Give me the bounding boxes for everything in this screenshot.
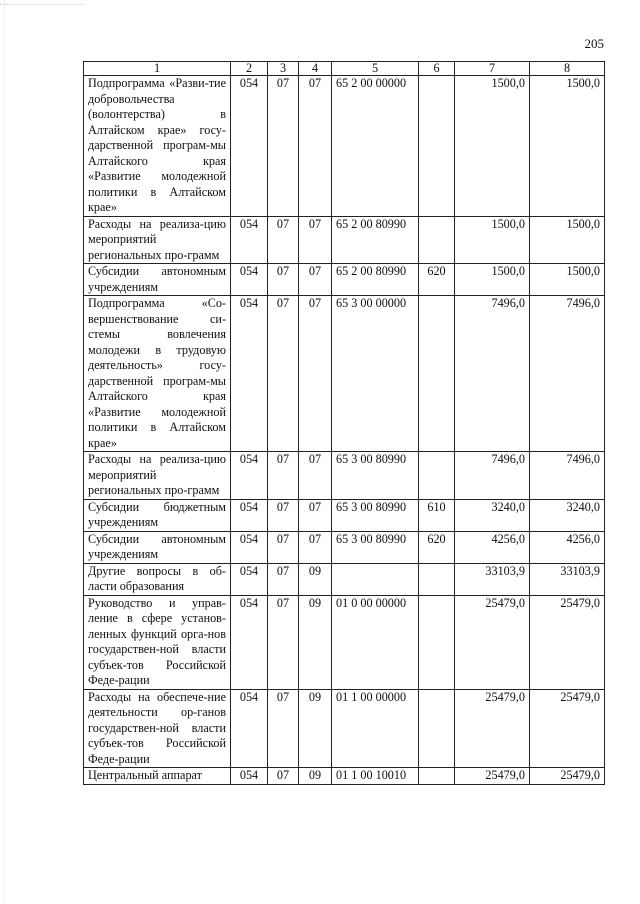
- section-cell: 07: [268, 76, 299, 217]
- amount-cell: 7496,0: [455, 296, 530, 452]
- expense-type-cell: [419, 563, 455, 595]
- table-row: [84, 499, 605, 531]
- target-article-cell: 65 2 00 80990: [332, 216, 419, 264]
- target-article-cell: 65 3 00 80990: [332, 531, 419, 563]
- amount-cell: 4256,0: [455, 531, 530, 563]
- expense-type-cell: [419, 296, 455, 452]
- row-name-cell: Расходы на обеспече-ние деятельности ор-ганов государствен-ной власти субъек-тов Российской Феде-рации: [84, 689, 231, 768]
- section-cell: 07: [268, 689, 299, 768]
- expense-type-cell: [419, 595, 455, 689]
- subsection-cell: 07: [299, 216, 332, 264]
- amount-cell: 3240,0: [530, 499, 605, 531]
- row-name-cell: Подпрограмма «Со-вершенствование си-стемы вовлечения молодежи в трудовую деятельность» госу-дарственной програм-мы Алтайского края «Развитие молодежной политики в Алтайском крае»: [84, 296, 231, 452]
- column-header: 2: [231, 62, 268, 76]
- target-article-cell: 01 0 00 00000: [332, 595, 419, 689]
- amount-cell: 7496,0: [530, 452, 605, 500]
- amount-cell: 25479,0: [455, 768, 530, 785]
- table-row: [84, 531, 605, 563]
- admin-code-cell: 054: [231, 76, 268, 217]
- section-cell: 07: [268, 216, 299, 264]
- subsection-cell: 07: [299, 452, 332, 500]
- amount-cell: 3240,0: [455, 499, 530, 531]
- amount-cell: 33103,9: [455, 563, 530, 595]
- column-number-row: [84, 62, 605, 76]
- amount-cell: 25479,0: [455, 689, 530, 768]
- admin-code-cell: 054: [231, 296, 268, 452]
- expense-type-cell: [419, 76, 455, 217]
- subsection-cell: 07: [299, 264, 332, 296]
- row-name-cell: Другие вопросы в об-ласти образования: [84, 563, 231, 595]
- amount-cell: 4256,0: [530, 531, 605, 563]
- column-header: 3: [268, 62, 299, 76]
- target-article-cell: 65 3 00 80990: [332, 499, 419, 531]
- subsection-cell: 07: [299, 76, 332, 217]
- row-name-cell: Подпрограмма «Разви-тие добровольчества (волонтерства) в Алтайском крае» госу-дарственной програм-мы Алтайского края «Развитие молодежной политики в Алтайском крае»: [84, 76, 231, 217]
- amount-cell: 33103,9: [530, 563, 605, 595]
- amount-cell: 1500,0: [455, 216, 530, 264]
- target-article-cell: 65 2 00 80990: [332, 264, 419, 296]
- admin-code-cell: 054: [231, 216, 268, 264]
- admin-code-cell: 054: [231, 689, 268, 768]
- table-row: [84, 452, 605, 500]
- table-row: [84, 689, 605, 768]
- target-article-cell: 01 1 00 00000: [332, 689, 419, 768]
- page-number: 205: [584, 36, 604, 51]
- section-cell: 07: [268, 499, 299, 531]
- column-header: 6: [419, 62, 455, 76]
- table-row: [84, 563, 605, 595]
- expense-type-cell: [419, 768, 455, 785]
- amount-cell: 1500,0: [530, 264, 605, 296]
- subsection-cell: 07: [299, 296, 332, 452]
- table-row: [84, 264, 605, 296]
- admin-code-cell: 054: [231, 499, 268, 531]
- section-cell: 07: [268, 595, 299, 689]
- subsection-cell: 07: [299, 499, 332, 531]
- amount-cell: 7496,0: [530, 296, 605, 452]
- admin-code-cell: 054: [231, 452, 268, 500]
- target-article-cell: [332, 563, 419, 595]
- crop-mark: [0, 4, 84, 5]
- expense-type-cell: [419, 452, 455, 500]
- target-article-cell: 65 3 00 80990: [332, 452, 419, 500]
- target-article-cell: 65 2 00 00000: [332, 76, 419, 217]
- column-header: 5: [332, 62, 419, 76]
- amount-cell: 25479,0: [530, 689, 605, 768]
- amount-cell: 25479,0: [530, 595, 605, 689]
- column-header: 7: [455, 62, 530, 76]
- expense-type-cell: [419, 216, 455, 264]
- subsection-cell: 09: [299, 595, 332, 689]
- subsection-cell: 09: [299, 563, 332, 595]
- expense-type-cell: [419, 689, 455, 768]
- expense-type-cell: 610: [419, 499, 455, 531]
- amount-cell: 25479,0: [455, 595, 530, 689]
- table-row: [84, 296, 605, 452]
- table-row: [84, 216, 605, 264]
- row-name-cell: Субсидии автономным учреждениям: [84, 264, 231, 296]
- row-name-cell: Центральный аппарат: [84, 768, 231, 785]
- budget-table: [83, 61, 605, 785]
- row-name-cell: Субсидии бюджетным учреждениям: [84, 499, 231, 531]
- column-header: 4: [299, 62, 332, 76]
- admin-code-cell: 054: [231, 768, 268, 785]
- section-cell: 07: [268, 264, 299, 296]
- section-cell: 07: [268, 563, 299, 595]
- expense-type-cell: 620: [419, 264, 455, 296]
- amount-cell: 25479,0: [530, 768, 605, 785]
- admin-code-cell: 054: [231, 595, 268, 689]
- amount-cell: 1500,0: [530, 76, 605, 217]
- section-cell: 07: [268, 452, 299, 500]
- section-cell: 07: [268, 296, 299, 452]
- row-name-cell: Субсидии автономным учреждениям: [84, 531, 231, 563]
- admin-code-cell: 054: [231, 264, 268, 296]
- amount-cell: 1500,0: [455, 76, 530, 217]
- table-row: [84, 768, 605, 785]
- target-article-cell: 65 3 00 00000: [332, 296, 419, 452]
- table-row: [84, 76, 605, 217]
- admin-code-cell: 054: [231, 563, 268, 595]
- row-name-cell: Руководство и управ-ление в сфере установ-ленных функций орга-нов государствен-ной власти субъек-тов Российской Феде-рации: [84, 595, 231, 689]
- expense-type-cell: 620: [419, 531, 455, 563]
- subsection-cell: 09: [299, 768, 332, 785]
- crop-mark: [4, 0, 5, 904]
- column-header: 8: [530, 62, 605, 76]
- amount-cell: 1500,0: [455, 264, 530, 296]
- section-cell: 07: [268, 531, 299, 563]
- admin-code-cell: 054: [231, 531, 268, 563]
- section-cell: 07: [268, 768, 299, 785]
- column-header: 1: [84, 62, 231, 76]
- table-row: [84, 595, 605, 689]
- row-name-cell: Расходы на реализа-цию мероприятий региональных про-грамм: [84, 452, 231, 500]
- row-name-cell: Расходы на реализа-цию мероприятий региональных про-грамм: [84, 216, 231, 264]
- target-article-cell: 01 1 00 10010: [332, 768, 419, 785]
- subsection-cell: 09: [299, 689, 332, 768]
- amount-cell: 1500,0: [530, 216, 605, 264]
- subsection-cell: 07: [299, 531, 332, 563]
- amount-cell: 7496,0: [455, 452, 530, 500]
